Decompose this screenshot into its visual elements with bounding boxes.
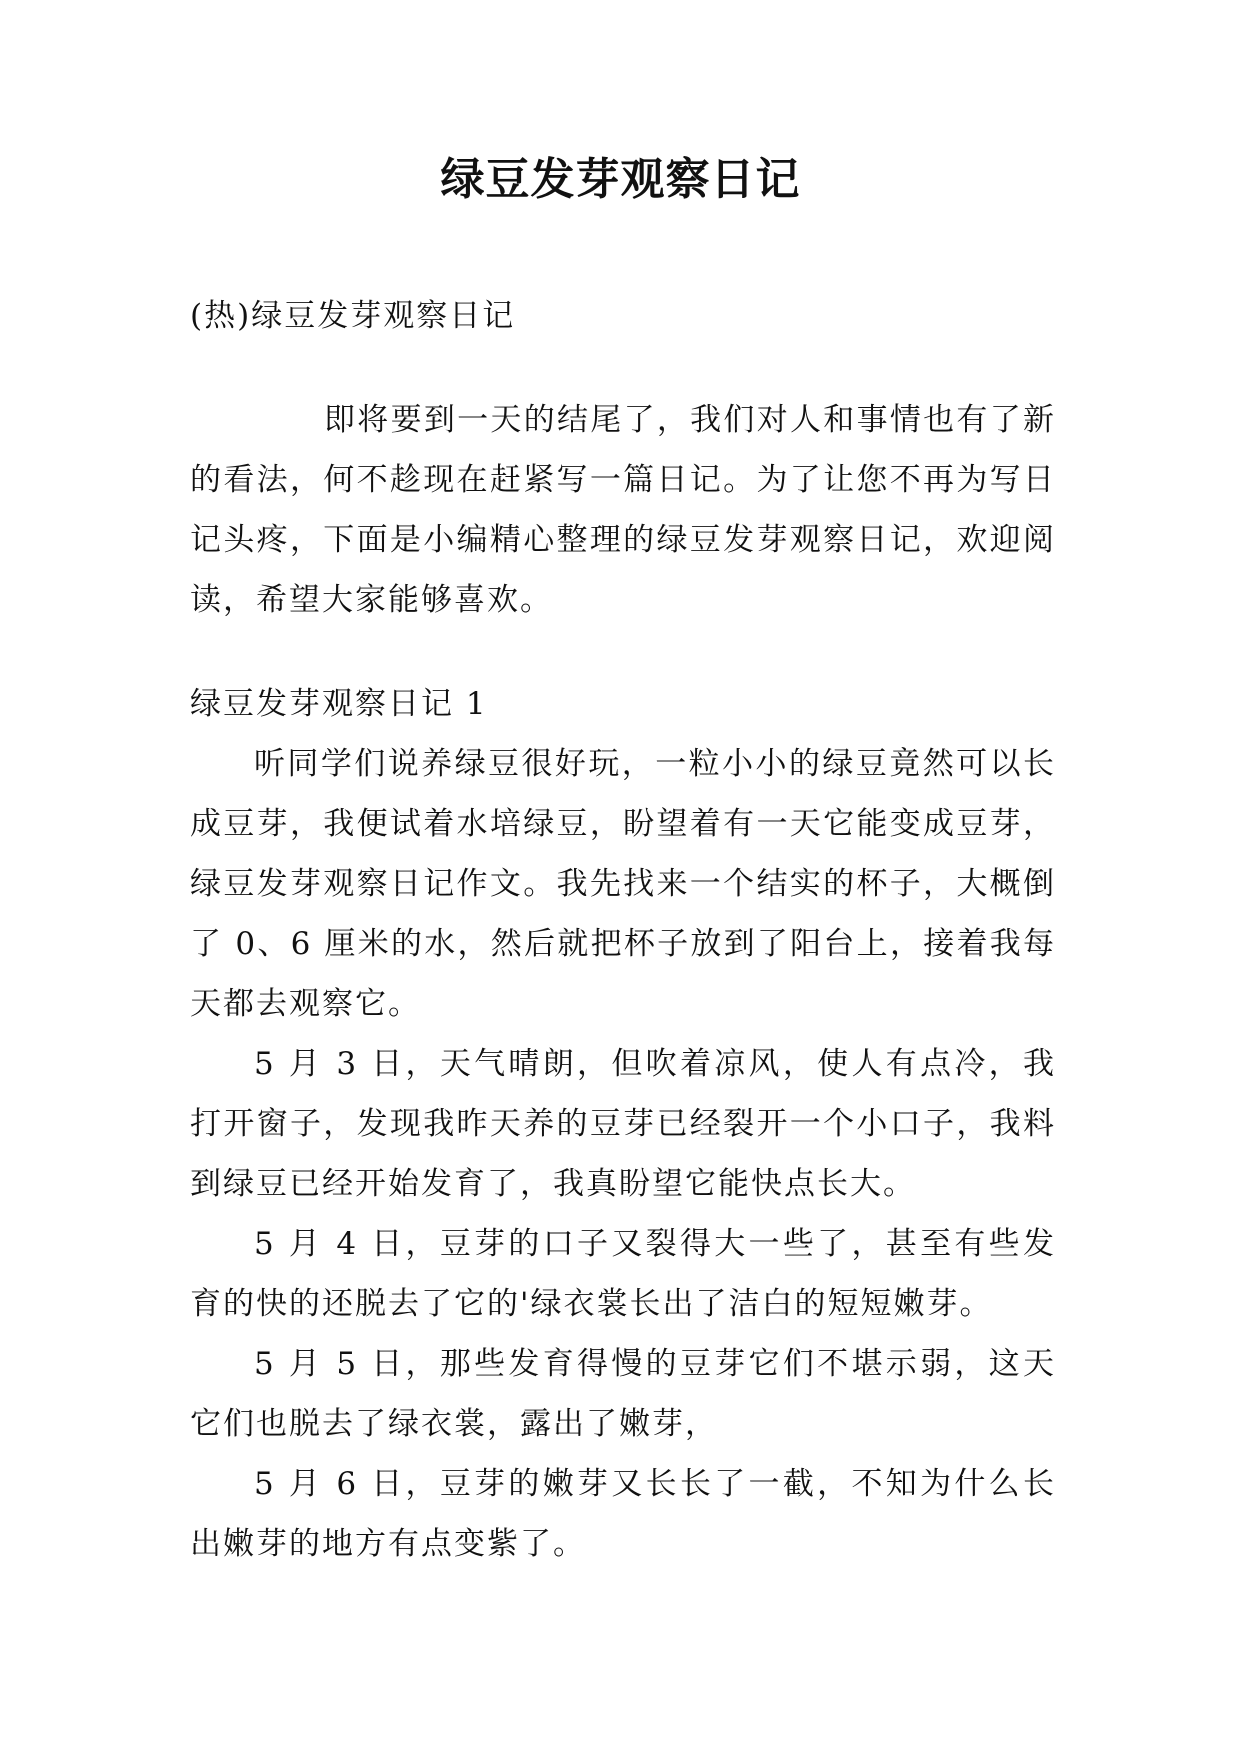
body-paragraph: 听同学们说养绿豆很好玩，一粒小小的绿豆竟然可以长成豆芽，我便试着水培绿豆，盼望着有一天它能变成豆芽，绿豆发芽观察日记作文。我先找来一个结实的杯子，大概倒了 0、6 厘米的水，然后就把杯子放到了阳台上，接着我每天都去观察它。 <box>190 746 1056 1022</box>
diary-entry-may-3: 5 月 3 日，天气晴朗，但吹着凉风，使人有点冷，我打开窗子，发现我昨天养的豆芽已经裂开一个小口子，我料到绿豆已经开始发育了，我真盼望它能快点长大。 <box>190 1046 1056 1202</box>
document-subtitle: (热)绿豆发芽观察日记 <box>190 298 516 334</box>
diary-entry-may-6: 5 月 6 日，豆芽的嫩芽又长长了一截，不知为什么长出嫩芽的地方有点变紫了。 <box>190 1466 1056 1562</box>
document-body <box>190 286 1056 1574</box>
section-title: 绿豆发芽观察日记 1 <box>190 686 488 722</box>
diary-entry-may-5: 5 月 5 日，那些发育得慢的豆芽它们不堪示弱，这天它们也脱去了绿衣裳，露出了嫩芽， <box>190 1346 1056 1442</box>
intro-paragraph: 即将要到一天的结尾了，我们对人和事情也有了新的看法，何不趁现在赶紧写一篇日记。为了让您不再为写日记头疼，下面是小编精心整理的绿豆发芽观察日记，欢迎阅读，希望大家能够喜欢。 <box>190 402 1056 618</box>
diary-entry-may-4: 5 月 4 日，豆芽的口子又裂得大一些了，甚至有些发育的快的还脱去了它的'绿衣裳长出了洁白的短短嫩芽。 <box>190 1226 1056 1322</box>
document-title: 绿豆发芽观察日记 <box>440 154 801 205</box>
